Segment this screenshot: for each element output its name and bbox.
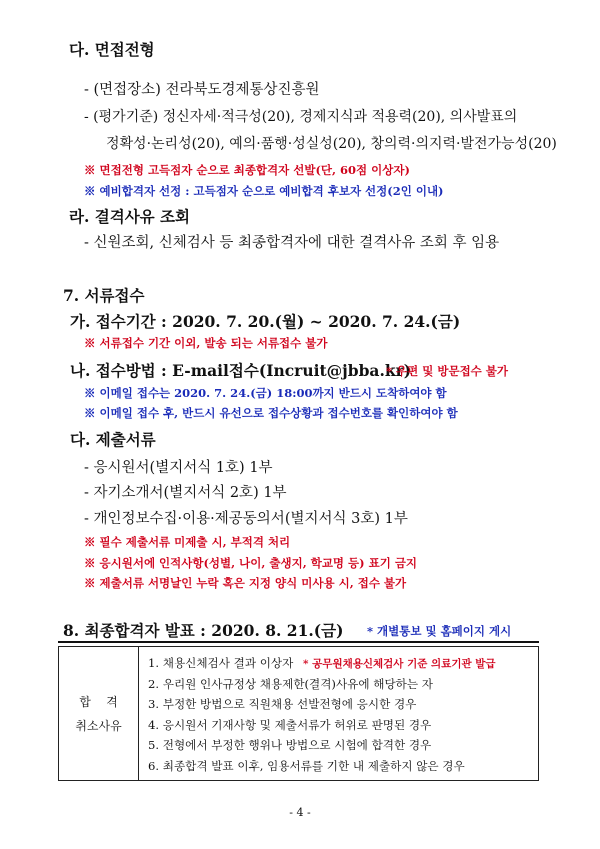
section-8-title: 8. 최종합격자 발표 : 2020. 8. 21.(금) xyxy=(63,621,344,640)
submission-period: 가. 접수기간 : 2020. 7. 20.(월) ~ 2020. 7. 24.(금) xyxy=(70,312,461,331)
interview-criteria-line1: - (평가기준) 정신자세·적극성(20), 경제지식과 적용력(20), 의사발표의 xyxy=(84,109,518,125)
section-disqualification-title: 라. 결격사유 조회 xyxy=(69,207,191,226)
section-interview-title: 다. 면접전형 xyxy=(69,40,155,59)
cancellation-item xyxy=(148,653,538,674)
submission-period-note: ※ 서류접수 기간 이외, 발송 되는 서류접수 불가 xyxy=(84,336,328,350)
cancellation-label-line1: 합 격 xyxy=(79,694,118,709)
docs-warning-personal-info: ※ 응시원서에 인적사항(성별, 나이, 출생지, 학교명 등) 표기 금지 xyxy=(84,556,418,570)
cancellation-item: 6. 최종합격 발표 이후, 임용서류를 기한 내 제출하지 않은 경우 xyxy=(148,758,465,773)
cancellation-item-note: * 공무원채용신체검사 기준 의료기관 발급 xyxy=(303,658,496,670)
doc-item: - 응시원서(별지서식 1호) 1부 xyxy=(84,460,273,476)
submission-method: 나. 접수방법 : E-mail접수(Incruit@jbba.kr) xyxy=(70,361,412,380)
cancellation-item: 5. 전형에서 부정한 행위나 방법으로 시험에 합격한 경우 xyxy=(148,738,432,752)
interview-criteria-line2: 정확성·논리성(20), 예의·품행·성실성(20), 창의력·의지력·발전가능성(20) xyxy=(106,136,557,152)
section-8-rule xyxy=(58,641,539,643)
disqualification-body: - 신원조회, 신체검사 등 최종합격자에 대한 결격사유 조회 후 임용 xyxy=(84,235,500,251)
section-7-title: 7. 서류접수 xyxy=(63,286,145,305)
cancellation-item: 3. 부정한 방법으로 직원채용 선발전형에 응시한 경우 xyxy=(148,697,417,711)
docs-title: 다. 제출서류 xyxy=(70,430,156,449)
email-note-confirm: ※ 이메일 접수 후, 반드시 유선으로 접수상황과 접수번호를 확인하여야 함 xyxy=(84,406,458,420)
cancellation-item: 2. 우리원 인사규정상 채용제한(결격)사유에 해당하는 자 xyxy=(148,676,433,691)
interview-place: - (면접장소) 전라북도경제통상진흥원 xyxy=(84,82,320,98)
submission-method-note: * 우편 및 방문접수 불가 xyxy=(386,364,509,378)
page-number: - 4 - xyxy=(289,806,311,819)
cancellation-label-line2: 취소사유 xyxy=(75,718,122,733)
interview-note-final: ※ 면접전형 고득점자 순으로 최종합격자 선발(단, 60점 이상자) xyxy=(84,163,410,177)
cancellation-label-cell xyxy=(59,647,139,781)
cancellation-table xyxy=(58,646,539,781)
interview-note-reserve: ※ 예비합격자 선정 : 고득점자 순으로 예비합격 후보자 선정(2인 이내) xyxy=(84,184,444,198)
section-8-note: * 개별통보 및 홈페이지 게시 xyxy=(367,624,512,638)
doc-item: - 자기소개서(별지서식 2호) 1부 xyxy=(84,485,287,501)
cancellation-item-text: 1. 채용신체검사 결과 이상자 xyxy=(148,656,294,670)
docs-warning-signature: ※ 제출서류 서명날인 누락 혹은 지정 양식 미사용 시, 접수 불가 xyxy=(84,576,407,590)
cancellation-items-cell xyxy=(139,647,539,781)
email-note-deadline: ※ 이메일 접수는 2020. 7. 24.(금) 18:00까지 반드시 도착하여야 함 xyxy=(84,386,447,400)
docs-warning-missing: ※ 필수 제출서류 미제출 시, 부적격 처리 xyxy=(84,535,291,549)
doc-item: - 개인정보수집·이용·제공동의서(별지서식 3호) 1부 xyxy=(84,511,408,527)
cancellation-item: 4. 응시원서 기재사항 및 제출서류가 허위로 판명된 경우 xyxy=(148,717,432,732)
